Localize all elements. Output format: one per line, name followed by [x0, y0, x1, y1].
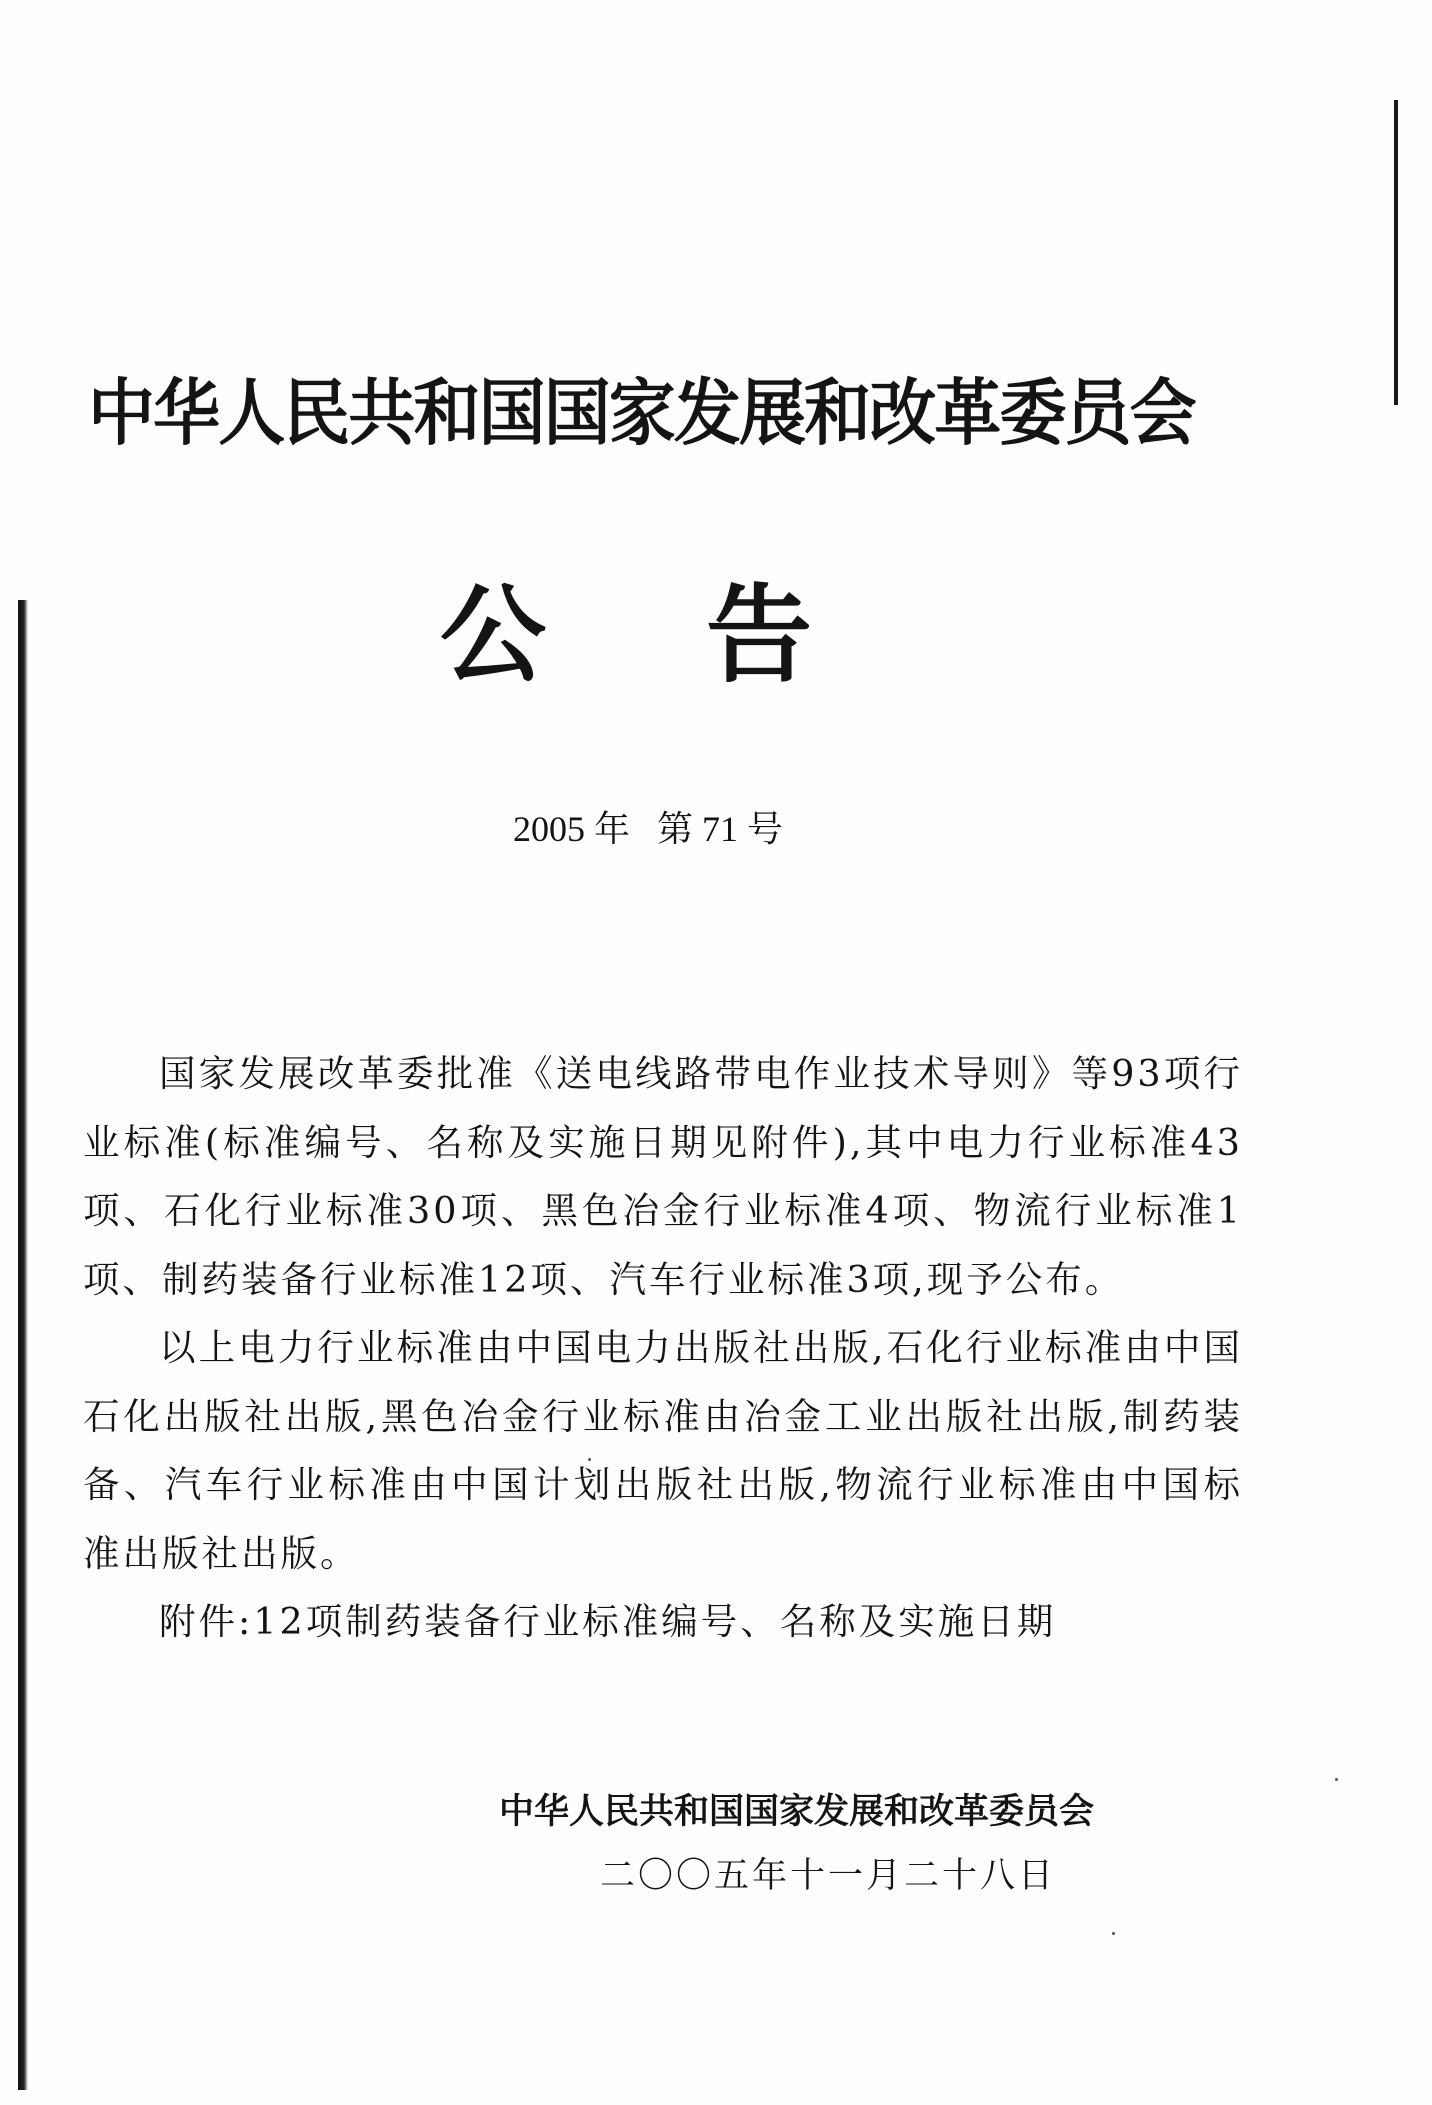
scan-speck: [1335, 1778, 1338, 1781]
scan-speck: [1112, 1932, 1115, 1935]
announcement-body: [83, 1040, 1243, 1657]
signature-date: 二〇〇五年十一月二十八日: [600, 1856, 1057, 1896]
body-paragraph: 国家发展改革委批准《送电线路带电作业技术导则》等93项行业标准(标准编号、名称及实施日期见附件),其中电力行业标准43项、石化行业标准30项、黑色冶金行业标准4项、物流行业标准1项、制药装备行业标准12项、汽车行业标准3项,现予公布。: [83, 1052, 1243, 1301]
scan-shadow-right: [1394, 100, 1398, 405]
issuing-organization-title: 中华人民共和国国家发展和改革委员会: [88, 370, 1195, 455]
document-type-heading: 公告: [440, 572, 972, 697]
scan-shadow-left: [18, 600, 28, 2090]
body-paragraph: 以上电力行业标准由中国电力出版社出版,石化行业标准由中国石化出版社出版,黑色冶金行业标准由冶金工业出版社出版,制药装备、汽车行业标准由中国计划出版社出版,物流行业标准由中国标准出版社出版。: [83, 1326, 1243, 1575]
attachment-note: 附件:12项制药装备行业标准编号、名称及实施日期: [159, 1600, 1057, 1643]
signature-organization: 中华人民共和国国家发展和改革委员会: [499, 1791, 1095, 1832]
document-number: 2005 年 第 71 号: [513, 809, 784, 849]
